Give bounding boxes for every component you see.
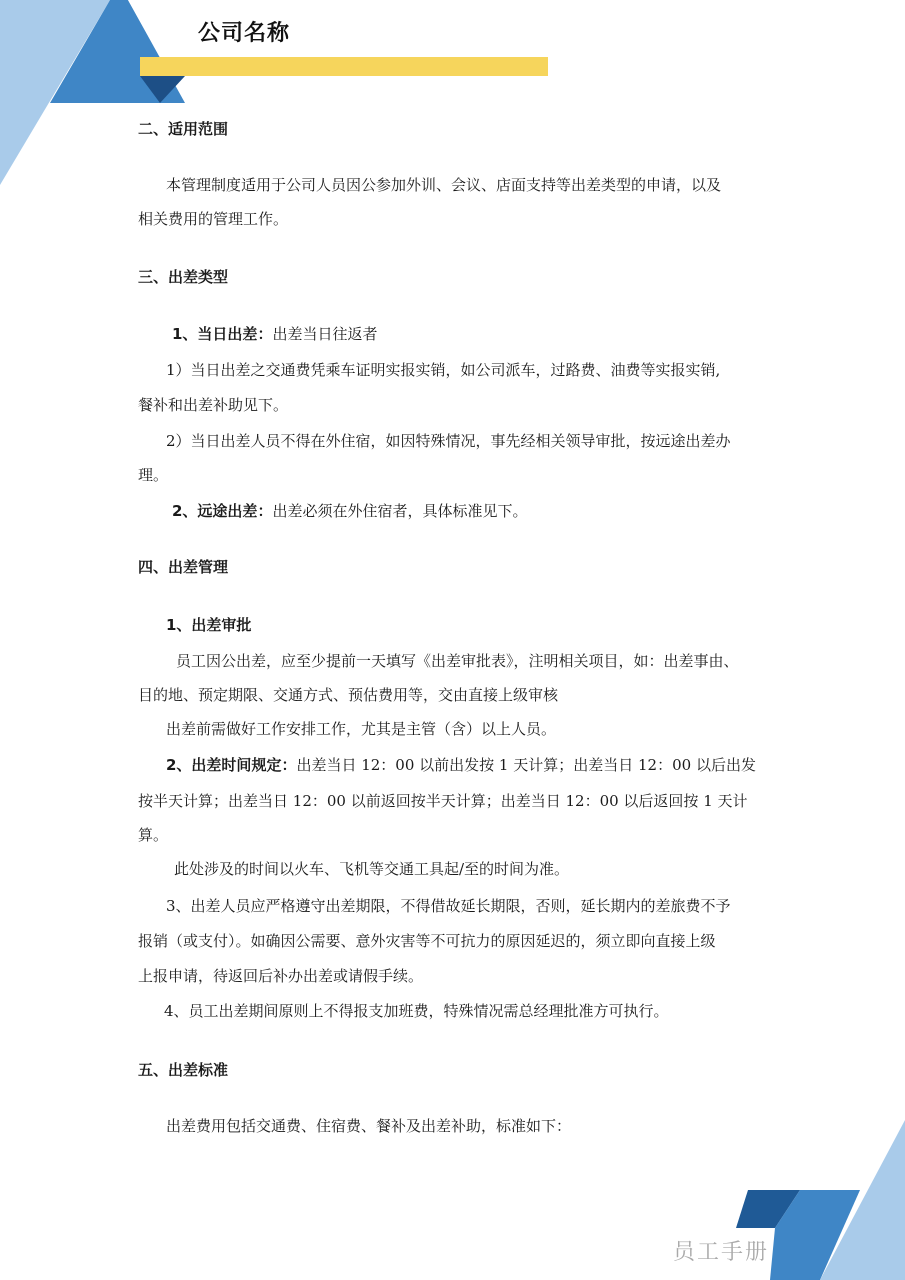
section-heading-scope: 二、适用范围 (138, 120, 229, 138)
paragraph-line: 3、出差人员应严格遵守出差期限，不得借故延长期限，否则，延长期内的差旅费不予 (166, 897, 731, 915)
type-2-label: 2、远途出差： (172, 502, 273, 520)
time-rule-line (166, 756, 756, 774)
section-heading-management: 四、出差管理 (138, 558, 229, 576)
type-1-label: 1、当日出差： (172, 325, 273, 343)
paragraph-line: 上报申请，待返回后补办出差或请假手续。 (138, 967, 424, 985)
paragraph-line: 1）当日出差之交通费凭乘车证明实报实销，如公司派车，过路费、油费等实报实销, (166, 361, 721, 379)
paragraph-line: 目的地、预定期限、交通方式、预估费用等，交由直接上级审核 (138, 686, 559, 704)
type-2-line (172, 502, 527, 520)
paragraph-line: 出差费用包括交通费、住宿费、餐补及出差补助，标准如下： (166, 1117, 572, 1135)
subheading-approval: 1、出差审批 (166, 616, 252, 634)
paragraph-line: 理。 (138, 466, 169, 484)
footer-label: 员工手册 (673, 1240, 770, 1265)
section-heading-standards: 五、出差标准 (138, 1061, 229, 1079)
type-1-line (172, 325, 377, 343)
paragraph-line: 此处涉及的时间以火车、飞机等交通工具起/至的时间为准。 (174, 860, 570, 878)
paragraph-line: 按半天计算；出差当日 12：00 以前返回按半天计算；出差当日 12：00 以后返回按 1 天计 (138, 792, 748, 810)
time-rule-label: 2、出差时间规定： (166, 756, 297, 774)
paragraph-line: 员工因公出差，应至少提前一天填写《出差审批表》，注明相关项目，如：出差事由、 (176, 652, 739, 670)
paragraph-line: 餐补和出差补助见下。 (138, 396, 289, 414)
paragraph-line: 4、员工出差期间原则上不得报支加班费，特殊情况需总经理批准方可执行。 (164, 1002, 669, 1020)
paragraph-line: 出差前需做好工作安排工作，尤其是主管（含）以上人员。 (166, 720, 557, 738)
paragraph-line: 相关费用的管理工作。 (138, 210, 289, 228)
type-1-text: 出差当日往返者 (272, 325, 378, 343)
time-rule-text: 出差当日 12：00 以前出发按 1 天计算；出差当日 12：00 以后出发 (296, 756, 756, 774)
company-name: 公司名称 (198, 21, 291, 46)
header-yellow-bar (140, 57, 548, 76)
section-heading-types: 三、出差类型 (138, 268, 229, 286)
paragraph-line: 报销（或支付）。如确因公需要、意外灾害等不可抗力的原因延迟的，须立即向直接上级 (138, 932, 716, 950)
type-2-text: 出差必须在外住宿者，具体标准见下。 (272, 502, 528, 520)
paragraph-line: 算。 (138, 826, 169, 844)
paragraph-line: 本管理制度适用于公司人员因公参加外训、会议、店面支持等出差类型的申请，以及 (166, 176, 722, 194)
paragraph-line: 2）当日出差人员不得在外住宿，如因特殊情况，事先经相关领导审批，按远途出差办 (166, 432, 731, 450)
